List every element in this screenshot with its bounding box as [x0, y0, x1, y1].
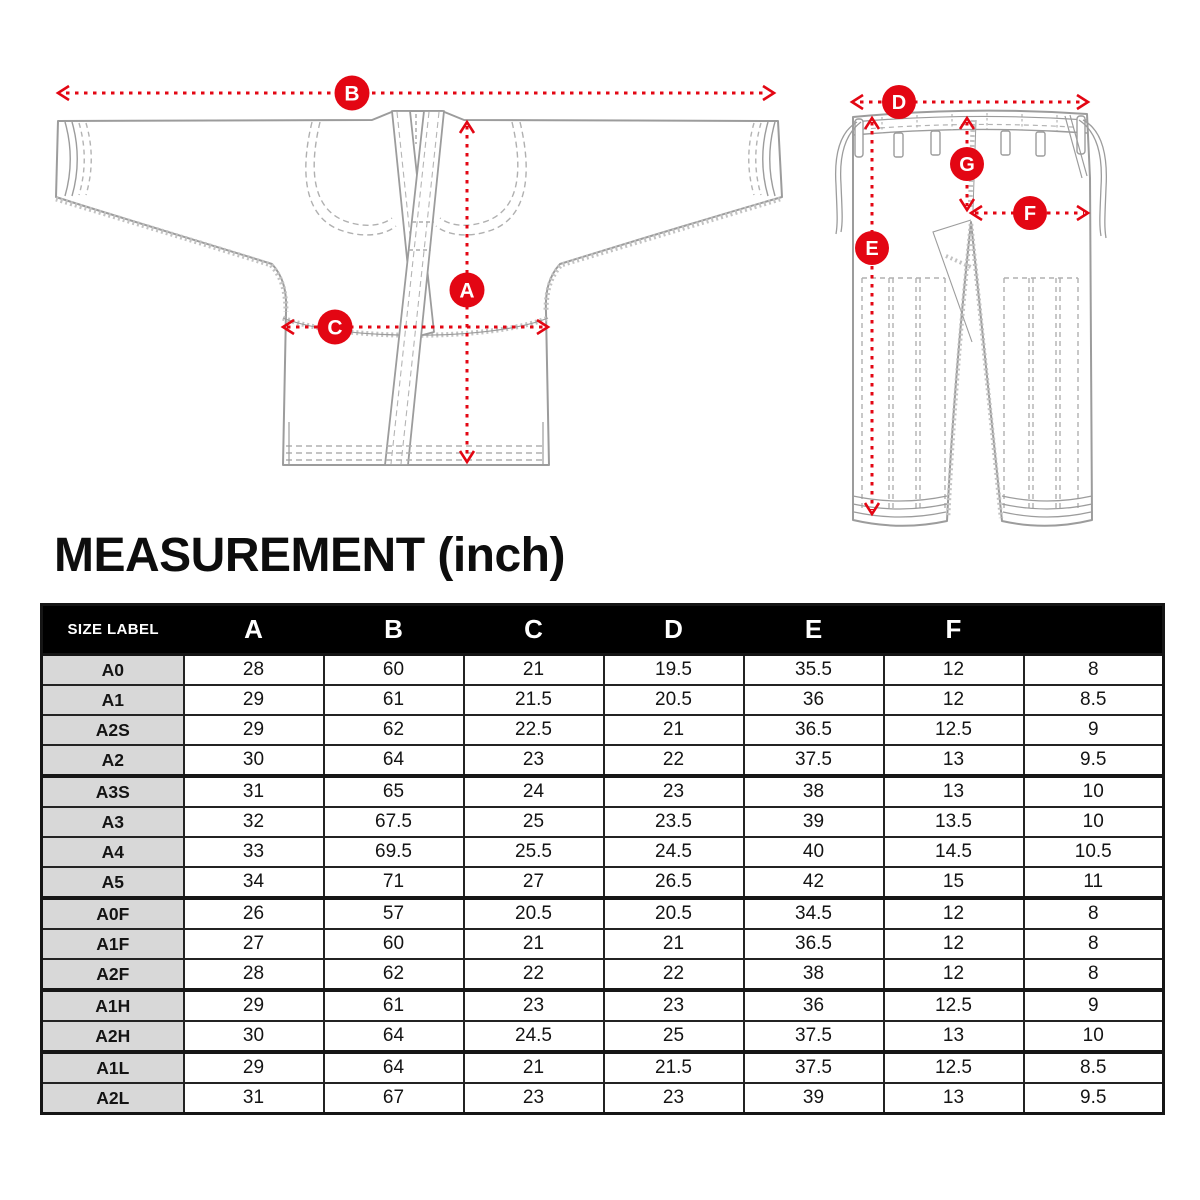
size-label-cell: A5 — [42, 867, 184, 898]
value-cell: 29 — [184, 1052, 324, 1083]
value-cell: 13 — [884, 776, 1024, 807]
value-cell: 25.5 — [464, 837, 604, 867]
value-cell: 12 — [884, 655, 1024, 686]
value-cell: 22 — [604, 745, 744, 776]
value-cell: 9 — [1024, 715, 1164, 745]
value-cell: 31 — [184, 1083, 324, 1114]
value-cell: 24.5 — [604, 837, 744, 867]
svg-text:C: C — [327, 316, 343, 340]
table-row — [42, 867, 1164, 898]
value-cell: 8.5 — [1024, 1052, 1164, 1083]
value-cell: 67.5 — [324, 807, 464, 837]
value-cell: 8 — [1024, 655, 1164, 686]
value-cell: 36 — [744, 990, 884, 1021]
value-cell: 40 — [744, 837, 884, 867]
svg-text:G: G — [959, 154, 975, 177]
value-cell: 64 — [324, 745, 464, 776]
value-cell: 38 — [744, 776, 884, 807]
value-cell: 21.5 — [464, 685, 604, 715]
arrow-b — [58, 86, 774, 100]
value-cell: 10.5 — [1024, 837, 1164, 867]
value-cell: 31 — [184, 776, 324, 807]
col-header-d: D — [604, 605, 744, 655]
value-cell: 10 — [1024, 807, 1164, 837]
col-header-f: F — [884, 605, 1024, 655]
value-cell: 14.5 — [884, 837, 1024, 867]
value-cell: 10 — [1024, 776, 1164, 807]
table-row — [42, 807, 1164, 837]
value-cell: 20.5 — [604, 898, 744, 929]
table-row — [42, 898, 1164, 929]
value-cell: 60 — [324, 929, 464, 959]
value-cell: 24.5 — [464, 1021, 604, 1052]
size-label-cell: A1 — [42, 685, 184, 715]
svg-text:D: D — [891, 92, 907, 115]
value-cell: 26.5 — [604, 867, 744, 898]
table-row — [42, 776, 1164, 807]
value-cell: 69.5 — [324, 837, 464, 867]
measure-badge-a — [450, 273, 485, 308]
size-label-cell: A1L — [42, 1052, 184, 1083]
value-cell: 12 — [884, 898, 1024, 929]
value-cell: 22 — [604, 959, 744, 990]
value-cell: 67 — [324, 1083, 464, 1114]
size-label-cell: A3 — [42, 807, 184, 837]
value-cell: 62 — [324, 959, 464, 990]
measure-badge-e — [855, 231, 889, 265]
value-cell: 64 — [324, 1021, 464, 1052]
value-cell: 12 — [884, 685, 1024, 715]
value-cell: 23 — [604, 1083, 744, 1114]
table-row — [42, 685, 1164, 715]
value-cell: 65 — [324, 776, 464, 807]
measure-badge-b — [335, 76, 370, 111]
value-cell: 34 — [184, 867, 324, 898]
value-cell: 57 — [324, 898, 464, 929]
value-cell: 9 — [1024, 990, 1164, 1021]
value-cell: 12.5 — [884, 990, 1024, 1021]
value-cell: 15 — [884, 867, 1024, 898]
value-cell: 37.5 — [744, 745, 884, 776]
value-cell: 37.5 — [744, 1021, 884, 1052]
svg-text:E: E — [865, 238, 879, 261]
value-cell: 29 — [184, 685, 324, 715]
table-row — [42, 929, 1164, 959]
col-header-c: C — [464, 605, 604, 655]
svg-text:A: A — [459, 279, 475, 303]
value-cell: 23 — [604, 776, 744, 807]
value-cell: 13 — [884, 1083, 1024, 1114]
value-cell: 12.5 — [884, 1052, 1024, 1083]
value-cell: 23.5 — [604, 807, 744, 837]
table-row — [42, 715, 1164, 745]
measure-badge-g — [950, 147, 984, 181]
table-row — [42, 959, 1164, 990]
measure-badge-d — [882, 85, 916, 119]
pants-diagram — [820, 60, 1200, 560]
value-cell: 21 — [464, 1052, 604, 1083]
value-cell: 25 — [604, 1021, 744, 1052]
value-cell: 61 — [324, 685, 464, 715]
size-label-cell: A2F — [42, 959, 184, 990]
value-cell: 21 — [464, 655, 604, 686]
value-cell: 22.5 — [464, 715, 604, 745]
value-cell: 25 — [464, 807, 604, 837]
value-cell: 20.5 — [464, 898, 604, 929]
value-cell: 61 — [324, 990, 464, 1021]
col-header-a: A — [184, 605, 324, 655]
measurement-diagram — [0, 0, 1200, 560]
value-cell: 21.5 — [604, 1052, 744, 1083]
value-cell: 23 — [464, 1083, 604, 1114]
table-row — [42, 655, 1164, 686]
value-cell: 12 — [884, 959, 1024, 990]
value-cell: 19.5 — [604, 655, 744, 686]
col-header-b: B — [324, 605, 464, 655]
value-cell: 8 — [1024, 929, 1164, 959]
value-cell: 24 — [464, 776, 604, 807]
value-cell: 12.5 — [884, 715, 1024, 745]
value-cell: 39 — [744, 807, 884, 837]
value-cell: 23 — [464, 990, 604, 1021]
value-cell: 28 — [184, 959, 324, 990]
value-cell: 30 — [184, 745, 324, 776]
measure-badge-f — [1013, 196, 1047, 230]
value-cell: 39 — [744, 1083, 884, 1114]
value-cell: 37.5 — [744, 1052, 884, 1083]
value-cell: 64 — [324, 1052, 464, 1083]
value-cell: 8 — [1024, 959, 1164, 990]
value-cell: 21 — [464, 929, 604, 959]
value-cell: 30 — [184, 1021, 324, 1052]
value-cell: 28 — [184, 655, 324, 686]
table-row — [42, 1052, 1164, 1083]
value-cell: 60 — [324, 655, 464, 686]
col-header-e: E — [744, 605, 884, 655]
size-label-cell: A0 — [42, 655, 184, 686]
value-cell: 34.5 — [744, 898, 884, 929]
col-header-blank — [1024, 605, 1164, 655]
table-row — [42, 990, 1164, 1021]
value-cell: 12 — [884, 929, 1024, 959]
value-cell: 8.5 — [1024, 685, 1164, 715]
table-header-row — [42, 605, 1164, 655]
table-row — [42, 1021, 1164, 1052]
value-cell: 21 — [604, 715, 744, 745]
value-cell: 13 — [884, 745, 1024, 776]
size-label-cell: A2 — [42, 745, 184, 776]
page-title: MEASUREMENT (inch) — [54, 529, 565, 582]
value-cell: 26 — [184, 898, 324, 929]
value-cell: 36 — [744, 685, 884, 715]
value-cell: 38 — [744, 959, 884, 990]
size-label-cell: A0F — [42, 898, 184, 929]
measure-badge-c — [318, 310, 353, 345]
value-cell: 71 — [324, 867, 464, 898]
value-cell: 32 — [184, 807, 324, 837]
svg-text:F: F — [1023, 203, 1037, 226]
value-cell: 23 — [604, 990, 744, 1021]
size-label-cell: A1F — [42, 929, 184, 959]
table-row — [42, 837, 1164, 867]
value-cell: 23 — [464, 745, 604, 776]
value-cell: 8 — [1024, 898, 1164, 929]
value-cell: 35.5 — [744, 655, 884, 686]
table-row — [42, 745, 1164, 776]
value-cell: 22 — [464, 959, 604, 990]
size-label-cell: A2L — [42, 1083, 184, 1114]
value-cell: 33 — [184, 837, 324, 867]
table-row — [42, 1083, 1164, 1114]
value-cell: 42 — [744, 867, 884, 898]
col-header-size-label: SIZE LABEL — [42, 605, 184, 655]
size-label-cell: A1H — [42, 990, 184, 1021]
value-cell: 29 — [184, 990, 324, 1021]
jacket-diagram — [40, 60, 800, 540]
size-table — [40, 603, 1165, 1115]
size-label-cell: A2S — [42, 715, 184, 745]
value-cell: 27 — [184, 929, 324, 959]
size-label-cell: A3S — [42, 776, 184, 807]
value-cell: 10 — [1024, 1021, 1164, 1052]
value-cell: 13.5 — [884, 807, 1024, 837]
value-cell: 13 — [884, 1021, 1024, 1052]
value-cell: 36.5 — [744, 929, 884, 959]
svg-text:B: B — [344, 82, 360, 106]
value-cell: 20.5 — [604, 685, 744, 715]
value-cell: 9.5 — [1024, 1083, 1164, 1114]
value-cell: 29 — [184, 715, 324, 745]
value-cell: 62 — [324, 715, 464, 745]
size-label-cell: A4 — [42, 837, 184, 867]
size-label-cell: A2H — [42, 1021, 184, 1052]
value-cell: 9.5 — [1024, 745, 1164, 776]
size-table-body — [42, 655, 1164, 1114]
value-cell: 27 — [464, 867, 604, 898]
value-cell: 21 — [604, 929, 744, 959]
value-cell: 11 — [1024, 867, 1164, 898]
value-cell: 36.5 — [744, 715, 884, 745]
